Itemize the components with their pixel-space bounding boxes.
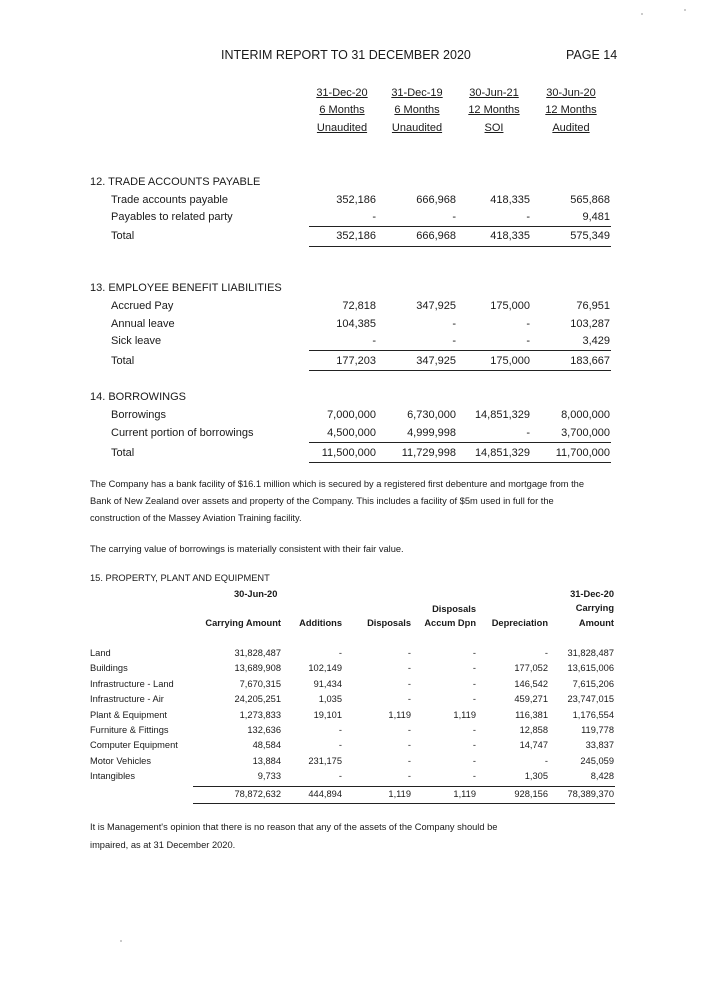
col2-date: 31-Dec-19 xyxy=(391,87,443,99)
ppe-total-cell: 78,389,370 xyxy=(567,789,614,799)
cell: 575,349 xyxy=(570,230,610,242)
cell: - xyxy=(526,211,530,223)
facility-note-line: construction of the Massey Aviation Training facility. xyxy=(90,513,302,523)
cell: - xyxy=(372,211,376,223)
cell: 352,186 xyxy=(336,230,376,242)
ppe-cell: 132,636 xyxy=(247,725,281,735)
cell: 4,999,998 xyxy=(407,427,456,439)
scan-speck xyxy=(641,13,643,15)
subtotal-rule xyxy=(309,442,611,443)
opening-date: 30-Jun-20 xyxy=(234,589,278,599)
total-label: Total xyxy=(111,355,135,367)
total-rule xyxy=(309,246,611,247)
row-label: Accrued Pay xyxy=(111,300,174,312)
ppe-row-label: Computer Equipment xyxy=(90,740,178,750)
subtotal-rule xyxy=(309,226,611,227)
ppe-cell: 116,381 xyxy=(515,710,548,720)
ppe-cell: 7,615,206 xyxy=(572,679,614,689)
page-number: PAGE 14 xyxy=(566,48,618,62)
cell: 666,968 xyxy=(416,194,456,206)
ppe-cell: - xyxy=(472,756,476,766)
cell: 352,186 xyxy=(336,194,376,206)
cell: 103,287 xyxy=(570,318,610,330)
col2-status: Unaudited xyxy=(391,122,443,134)
ppe-total-cell: 78,872,632 xyxy=(234,789,281,799)
ppe-cell: 146,542 xyxy=(514,679,548,689)
cell: 347,925 xyxy=(416,355,456,367)
col4-period: 12 Months xyxy=(545,104,597,116)
ppe-cell: 245,059 xyxy=(580,756,614,766)
ppe-row-label: Furniture & Fittings xyxy=(90,725,169,735)
total-rule xyxy=(193,803,615,804)
cell: 104,385 xyxy=(336,318,376,330)
row-label: Payables to related party xyxy=(111,211,233,223)
cell: 7,000,000 xyxy=(327,409,376,421)
cell: - xyxy=(526,335,530,347)
ppe-cell: 177,052 xyxy=(514,663,548,673)
ppe-cell: - xyxy=(407,648,411,658)
total-label: Total xyxy=(111,230,135,242)
impairment-note-line: impaired, as at 31 December 2020. xyxy=(90,840,236,850)
row-label: Current portion of borrowings xyxy=(111,427,254,439)
ppe-row-label: Plant & Equipment xyxy=(90,710,168,720)
facility-note-line: The Company has a bank facility of $16.1 million which is secured by a registered first debenture and mortgage from the xyxy=(90,479,585,489)
subtotal-rule xyxy=(309,350,611,351)
cell: - xyxy=(372,335,376,347)
ppe-cell: - xyxy=(407,740,411,750)
row-label: Annual leave xyxy=(111,318,175,330)
ppe-cell: - xyxy=(472,725,476,735)
col-accum-top: Disposals xyxy=(432,604,476,614)
ppe-row-label: Infrastructure - Air xyxy=(90,694,164,704)
ppe-cell: - xyxy=(544,756,548,766)
cell: 11,700,000 xyxy=(555,447,610,459)
cell: 565,868 xyxy=(570,194,610,206)
col3-status: SOI xyxy=(484,122,504,134)
scan-speck xyxy=(120,940,122,942)
ppe-row-label: Motor Vehicles xyxy=(90,756,151,766)
cell: 177,203 xyxy=(336,355,376,367)
ppe-cell: 14,747 xyxy=(519,740,548,750)
ppe-cell: 23,747,015 xyxy=(567,694,614,704)
col-disposals: Disposals xyxy=(367,618,411,628)
ppe-cell: 31,828,487 xyxy=(234,648,281,658)
ppe-cell: 7,670,315 xyxy=(239,679,281,689)
total-label: Total xyxy=(111,447,135,459)
row-label: Sick leave xyxy=(111,335,162,347)
row-label: Borrowings xyxy=(111,409,167,421)
ppe-cell: - xyxy=(544,648,548,658)
ppe-total-cell: 444,894 xyxy=(308,789,342,799)
note-14-heading: 14. BORROWINGS xyxy=(90,391,186,403)
ppe-total-cell: 1,119 xyxy=(388,789,411,799)
col-additions: Additions xyxy=(299,618,342,628)
col4-date: 30-Jun-20 xyxy=(546,87,596,99)
ppe-cell: - xyxy=(338,648,342,658)
note-13-heading: 13. EMPLOYEE BENEFIT LIABILITIES xyxy=(90,282,282,294)
cell: 14,851,329 xyxy=(474,447,530,459)
ppe-cell: - xyxy=(472,663,476,673)
ppe-cell: 1,119 xyxy=(453,710,476,720)
cell: 347,925 xyxy=(416,300,456,312)
ppe-cell: 231,175 xyxy=(308,756,342,766)
ppe-cell: 8,428 xyxy=(590,771,614,781)
cell: 3,429 xyxy=(582,335,610,347)
col1-date: 31-Dec-20 xyxy=(316,87,368,99)
ppe-cell: - xyxy=(472,771,476,781)
cell: - xyxy=(526,318,530,330)
col-carrying-top: Carrying xyxy=(575,603,614,613)
ppe-row-label: Buildings xyxy=(90,663,128,673)
report-title: INTERIM REPORT TO 31 DECEMBER 2020 xyxy=(221,48,471,62)
ppe-cell: 1,305 xyxy=(524,771,548,781)
col3-date: 30-Jun-21 xyxy=(469,87,519,99)
ppe-cell: 91,434 xyxy=(313,679,342,689)
ppe-cell: 1,176,554 xyxy=(572,710,614,720)
fair-value-note: The carrying value of borrowings is materially consistent with their fair value. xyxy=(90,544,404,554)
cell: 9,481 xyxy=(582,211,610,223)
ppe-cell: 1,119 xyxy=(388,710,411,720)
ppe-row-label: Infrastructure - Land xyxy=(90,679,174,689)
col-accum-dpn: Accum Dpn xyxy=(424,618,476,628)
col-depreciation: Depreciation xyxy=(491,618,548,628)
ppe-cell: 9,733 xyxy=(257,771,281,781)
cell: 3,700,000 xyxy=(561,427,610,439)
impairment-note-line: It is Management's opinion that there is no reason that any of the assets of the Company should be xyxy=(90,822,498,832)
ppe-cell: - xyxy=(338,740,342,750)
ppe-cell: - xyxy=(407,725,411,735)
cell: 183,667 xyxy=(570,355,610,367)
col3-period: 12 Months xyxy=(468,104,520,116)
cell: 6,730,000 xyxy=(407,409,456,421)
total-rule xyxy=(309,462,611,463)
row-label: Trade accounts payable xyxy=(111,194,228,206)
ppe-cell: - xyxy=(407,771,411,781)
cell: 11,500,000 xyxy=(321,447,376,459)
ppe-cell: 13,689,908 xyxy=(234,663,281,673)
cell: 14,851,329 xyxy=(474,409,530,421)
ppe-cell: - xyxy=(472,679,476,689)
ppe-cell: 12,858 xyxy=(519,725,548,735)
col1-period: 6 Months xyxy=(319,104,365,116)
cell: 175,000 xyxy=(490,300,530,312)
cell: 418,335 xyxy=(490,194,530,206)
cell: 11,729,998 xyxy=(401,447,456,459)
ppe-row-label: Intangibles xyxy=(90,771,135,781)
note-15-heading: 15. PROPERTY, PLANT AND EQUIPMENT xyxy=(90,573,270,583)
ppe-cell: - xyxy=(472,694,476,704)
ppe-cell: 119,778 xyxy=(581,725,614,735)
ppe-cell: - xyxy=(472,648,476,658)
ppe-cell: - xyxy=(472,740,476,750)
col4-status: Audited xyxy=(552,122,590,134)
cell: 666,968 xyxy=(416,230,456,242)
total-rule xyxy=(309,370,611,371)
col-carrying-amount: Carrying Amount xyxy=(205,618,281,628)
ppe-cell: 24,205,251 xyxy=(234,694,281,704)
cell: 76,951 xyxy=(576,300,610,312)
col-amount: Amount xyxy=(578,618,614,628)
ppe-cell: - xyxy=(407,694,411,704)
ppe-cell: 459,271 xyxy=(514,694,548,704)
ppe-cell: 48,584 xyxy=(252,740,281,750)
cell: 72,818 xyxy=(342,300,376,312)
ppe-cell: - xyxy=(338,725,342,735)
ppe-cell: - xyxy=(338,771,342,781)
col1-status: Unaudited xyxy=(316,122,368,134)
cell: 8,000,000 xyxy=(561,409,610,421)
ppe-cell: 31,828,487 xyxy=(567,648,614,658)
closing-date: 31-Dec-20 xyxy=(570,589,614,599)
col2-period: 6 Months xyxy=(394,104,440,116)
ppe-total-cell: 1,119 xyxy=(453,789,476,799)
ppe-cell: 19,101 xyxy=(313,710,342,720)
ppe-cell: 13,884 xyxy=(252,756,281,766)
ppe-cell: - xyxy=(407,663,411,673)
ppe-cell: 1,035 xyxy=(318,694,342,704)
cell: 4,500,000 xyxy=(327,427,376,439)
cell: - xyxy=(526,427,530,439)
note-12-heading: 12. TRADE ACCOUNTS PAYABLE xyxy=(90,176,261,188)
ppe-cell: 1,273,833 xyxy=(239,710,281,720)
ppe-cell: - xyxy=(407,679,411,689)
cell: - xyxy=(452,211,456,223)
ppe-total-cell: 928,156 xyxy=(514,789,548,799)
ppe-cell: 33,837 xyxy=(585,740,614,750)
scan-speck xyxy=(684,9,686,11)
ppe-cell: 13,615,006 xyxy=(567,663,614,673)
facility-note-line: Bank of New Zealand over assets and property of the Company. This includes a facility of $5m used in full for the xyxy=(90,496,554,506)
subtotal-rule xyxy=(193,786,615,787)
cell: - xyxy=(452,335,456,347)
cell: 175,000 xyxy=(490,355,530,367)
cell: - xyxy=(452,318,456,330)
ppe-row-label: Land xyxy=(90,648,111,658)
ppe-cell: 102,149 xyxy=(308,663,342,673)
cell: 418,335 xyxy=(490,230,530,242)
ppe-cell: - xyxy=(407,756,411,766)
